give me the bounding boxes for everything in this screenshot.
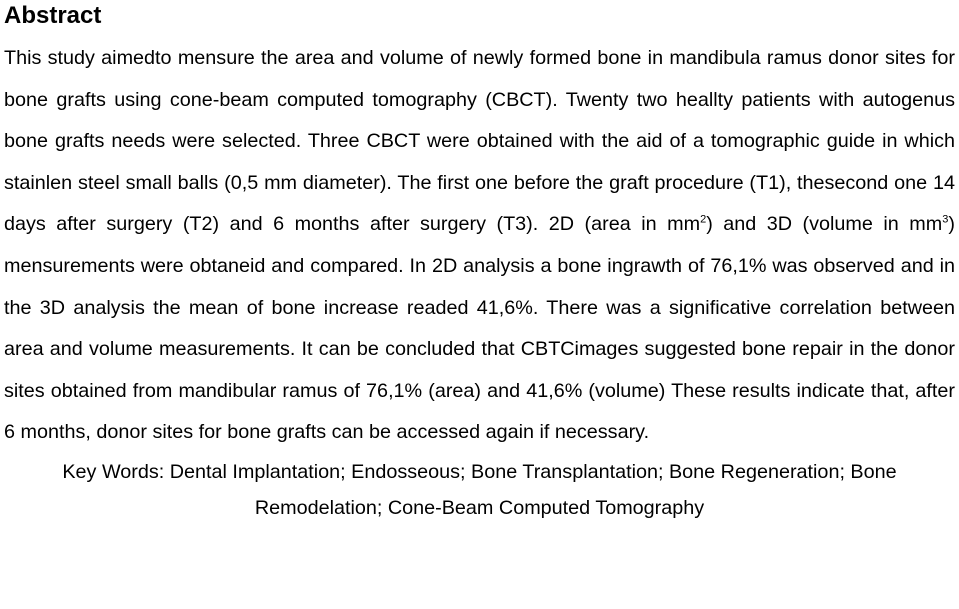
abstract-text-part3: ) mensurements were obtaneid and compared. In 2D analysis a bone ingrawth of 76,1% was observed and in the 3D analysis the mean of bone increase readed 41,6%. There was a significative correlation between area and volume measurements. It can be concluded that CBTCimages suggested bone repair in the donor sites obtained from mandibular ramus of 76,1% (area) and 41,6% (volume) These results indicate that, after 6 months, donor sites for bone grafts can be accessed again if necessary. bbox=[4, 213, 955, 444]
abstract-text-part1: This study aimedto mensure the area and volume of newly formed bone in mandibula ramus donor sites for bone grafts using cone-beam computed tomography (CBCT). Twenty two heallty patients with autogenus bone grafts needs were selected. Three CBCT were obtained with the aid of a tomographic guide in which stainlen steel small balls (0,5 mm diameter). The first one before the graft procedure (T1), thesecond one 14 days after surgery (T2) and 6 months after surgery (T3). 2D (area in mm bbox=[4, 47, 955, 236]
keywords-line: Key Words: Dental Implantation; Endosseous; Bone Transplantation; Bone Regeneration; Bone Remodelation; Cone-Beam Computed Tomography bbox=[62, 460, 897, 519]
superscript-area-unit: 2 bbox=[700, 213, 707, 226]
abstract-paragraph bbox=[4, 38, 955, 454]
superscript-volume-unit: 3 bbox=[942, 213, 949, 226]
abstract-heading: Abstract bbox=[4, 2, 102, 29]
abstract-text-part2: ) and 3D (volume in mm bbox=[706, 213, 943, 236]
abstract-section bbox=[4, 0, 955, 526]
